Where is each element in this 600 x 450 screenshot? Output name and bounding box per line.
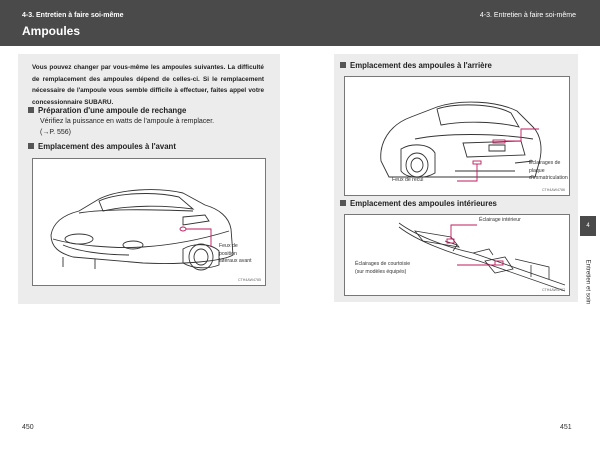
square-bullet-icon xyxy=(28,143,34,149)
prep-text xyxy=(40,117,214,138)
prep-heading-text: Préparation d'une ampoule de rechange xyxy=(38,106,187,115)
rear-heading xyxy=(340,61,492,70)
square-bullet-icon xyxy=(28,107,34,113)
front-car-figure xyxy=(32,158,266,286)
page-reference-link[interactable]: (→P. 556) xyxy=(40,128,71,136)
interior-heading-text: Emplacement des ampoules intérieures xyxy=(350,199,497,208)
square-bullet-icon xyxy=(340,62,346,68)
interior-illustration xyxy=(345,215,569,295)
page-number-left: 450 xyxy=(22,424,34,431)
courtesy-label-line-2: (sur modèles équipés) xyxy=(355,268,407,275)
intro-paragraph: Vous pouvez changer par vous-même les ampoules suivantes. La difficulté de remplacement des ampoules dépend de celles-ci. Si le remplacement nécessaire de l'ampoule vous semble difficile à effectuer, faites appel votre concessionnaire SUBARU. xyxy=(32,64,264,106)
front-heading-text: Emplacement des ampoules à l'avant xyxy=(38,142,176,151)
left-content-panel xyxy=(18,54,280,304)
rear-figure-code: CTH4AW4786 xyxy=(541,188,565,192)
front-figure-code: CTH4AW4785 xyxy=(237,278,261,282)
plate-label-line-2: plaque xyxy=(529,167,545,174)
rear-heading-text: Emplacement des ampoules à l'arrière xyxy=(350,61,492,70)
front-label-line-3: latéraux avant xyxy=(219,258,252,265)
page-title: Ampoules xyxy=(22,24,81,38)
section-title-right: 4-3. Entretien à faire soi-même xyxy=(479,12,576,19)
chapter-title-vertical: Entretien et soin xyxy=(584,259,592,305)
front-side-marker-label xyxy=(219,243,252,266)
interior-figure-code: CTH4AW4787 xyxy=(541,288,565,292)
courtesy-label-line-1: Éclairages de courtoisie xyxy=(355,261,411,267)
license-plate-light-label xyxy=(529,160,568,183)
interior-figure xyxy=(344,214,570,296)
dome-light-label: Éclairage intérieur xyxy=(479,217,521,223)
right-content-panel xyxy=(334,54,578,302)
page-header xyxy=(0,0,600,46)
front-label-line-1: Feux de xyxy=(219,243,238,249)
chapter-tab[interactable]: 4 xyxy=(580,216,596,236)
page-number-right: 451 xyxy=(560,424,572,431)
courtesy-light-label xyxy=(355,261,410,276)
section-title-left: 4-3. Entretien à faire soi-même xyxy=(22,12,124,19)
front-car-illustration xyxy=(33,159,265,285)
plate-label-line-1: Éclairages de xyxy=(529,160,561,166)
reverse-light-label: Feux de recul xyxy=(392,177,424,183)
prep-heading xyxy=(28,106,186,115)
rear-car-figure xyxy=(344,76,570,196)
square-bullet-icon xyxy=(340,200,346,206)
interior-heading xyxy=(340,199,497,208)
plate-label-line-3: d'immatriculation xyxy=(529,175,568,182)
front-label-line-2: position xyxy=(219,250,237,257)
prep-text-line-1: Vérifiez la puissance en watts de l'ampoule à remplacer. xyxy=(40,118,215,125)
front-heading xyxy=(28,142,176,151)
